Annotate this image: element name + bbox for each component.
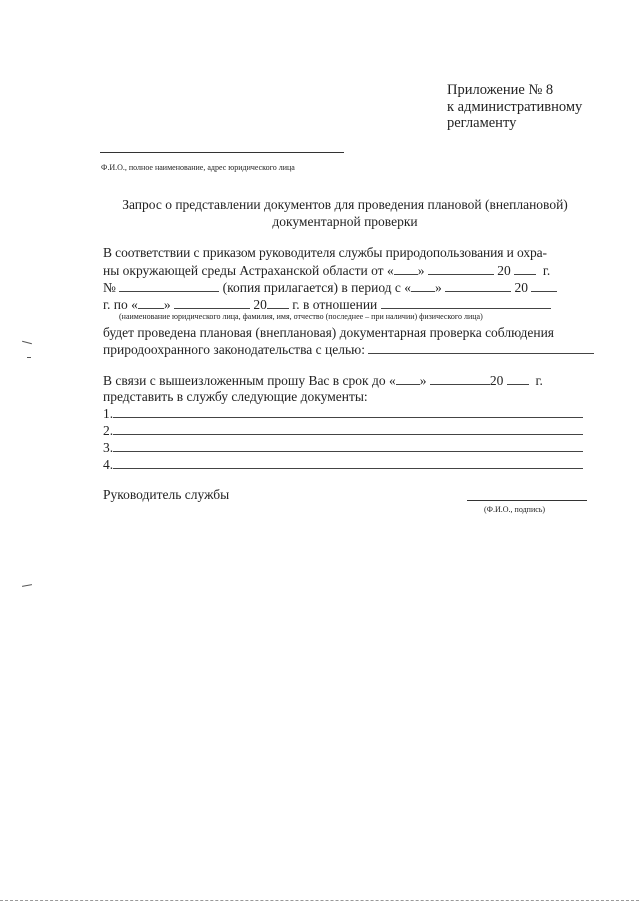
year-suffix: г. <box>535 373 543 388</box>
documents-list <box>103 405 583 473</box>
year-prefix: 20 <box>514 280 529 295</box>
period-to-day-field[interactable] <box>138 296 164 309</box>
document-2-field[interactable] <box>113 422 583 435</box>
list-item <box>103 405 583 422</box>
order-number-field[interactable] <box>119 279 219 292</box>
paragraph-1-line-2 <box>103 262 550 279</box>
list-item <box>103 422 583 439</box>
order-month-field[interactable] <box>428 262 494 275</box>
period-to-text: г. по « <box>103 297 138 312</box>
deadline-month-field[interactable] <box>430 372 490 385</box>
purpose-text: природоохранного законодательства с целью: <box>103 342 365 357</box>
period-from-month-field[interactable] <box>445 279 511 292</box>
scan-mark <box>22 341 32 345</box>
deadline-text: В связи с вышеизложенным прошу Вас в срок до « <box>103 373 396 388</box>
appendix-line-3: регламенту <box>447 115 517 131</box>
period-to-year-field[interactable] <box>267 296 289 309</box>
subject-field[interactable] <box>381 296 551 309</box>
deadline-day-field[interactable] <box>396 372 420 385</box>
signature-label: Руководитель службы <box>103 487 230 502</box>
document-title <box>100 196 590 230</box>
list-item <box>103 456 583 473</box>
period-to-month-field[interactable] <box>174 296 250 309</box>
list-item <box>103 439 583 456</box>
list-item-number: 4. <box>103 457 114 472</box>
document-1-field[interactable] <box>113 405 583 418</box>
scan-mark <box>27 357 31 358</box>
order-text: ны окружающей среды Астраханской области от « <box>103 263 394 278</box>
order-day-field[interactable] <box>394 262 418 275</box>
year-prefix: 20 <box>253 297 267 312</box>
order-year-field[interactable] <box>514 262 536 275</box>
paragraph-1-line-5: будет проведена плановая (внеплановая) документарная проверка соблюдения <box>103 325 554 340</box>
year-prefix: 20 <box>489 373 504 388</box>
subject-field-caption: (наименование юридического лица, фамилия, имя, отчество (последнее – при наличии) физического лица) <box>119 312 483 321</box>
scan-mark <box>22 584 32 587</box>
quote-close: » <box>163 297 171 312</box>
document-title-line-2: документарной проверки <box>272 214 418 229</box>
paragraph-2-line-1 <box>103 372 543 389</box>
signature-field[interactable] <box>467 500 587 501</box>
paragraph-1-line-3 <box>103 279 557 296</box>
applicant-field-caption: Ф.И.О., полное наименование, адрес юридического лица <box>101 163 295 172</box>
paragraph-2-line-2: представить в службу следующие документы: <box>103 389 368 404</box>
paragraph-1-line-6 <box>103 341 594 358</box>
document-title-line-1: Запрос о представлении документов для проведения плановой (внеплановой) <box>122 197 568 212</box>
paragraph-1-line-1: В соответствии с приказом руководителя службы природопользования и охра- <box>103 245 547 260</box>
document-3-field[interactable] <box>113 439 583 452</box>
period-from-text: (копия прилагается) в период с « <box>222 280 412 295</box>
quote-close: » <box>435 280 442 295</box>
quote-close: » <box>419 373 427 388</box>
appendix-line-2: к административному <box>447 98 583 115</box>
applicant-field[interactable] <box>100 152 344 153</box>
deadline-year-field[interactable] <box>507 372 529 385</box>
year-suffix: г. <box>542 263 551 278</box>
appendix-line-1: Приложение № 8 <box>447 82 554 98</box>
list-item-number: 3. <box>103 440 114 455</box>
period-from-year-field[interactable] <box>531 279 557 292</box>
appendix-header <box>447 82 582 132</box>
year-prefix: 20 <box>497 263 511 278</box>
in-relation-text: г. в отношении <box>292 297 378 312</box>
list-item-number: 2. <box>103 423 114 438</box>
number-sign: № <box>103 280 116 295</box>
quote-close: » <box>417 263 425 278</box>
signature-field-caption: (Ф.И.О., подпись) <box>484 505 546 514</box>
document-4-field[interactable] <box>113 456 583 469</box>
scan-edge <box>0 900 639 901</box>
list-item-number: 1. <box>103 406 114 421</box>
period-from-day-field[interactable] <box>411 279 435 292</box>
purpose-field[interactable] <box>368 341 594 354</box>
paragraph-1-line-4 <box>103 296 551 313</box>
